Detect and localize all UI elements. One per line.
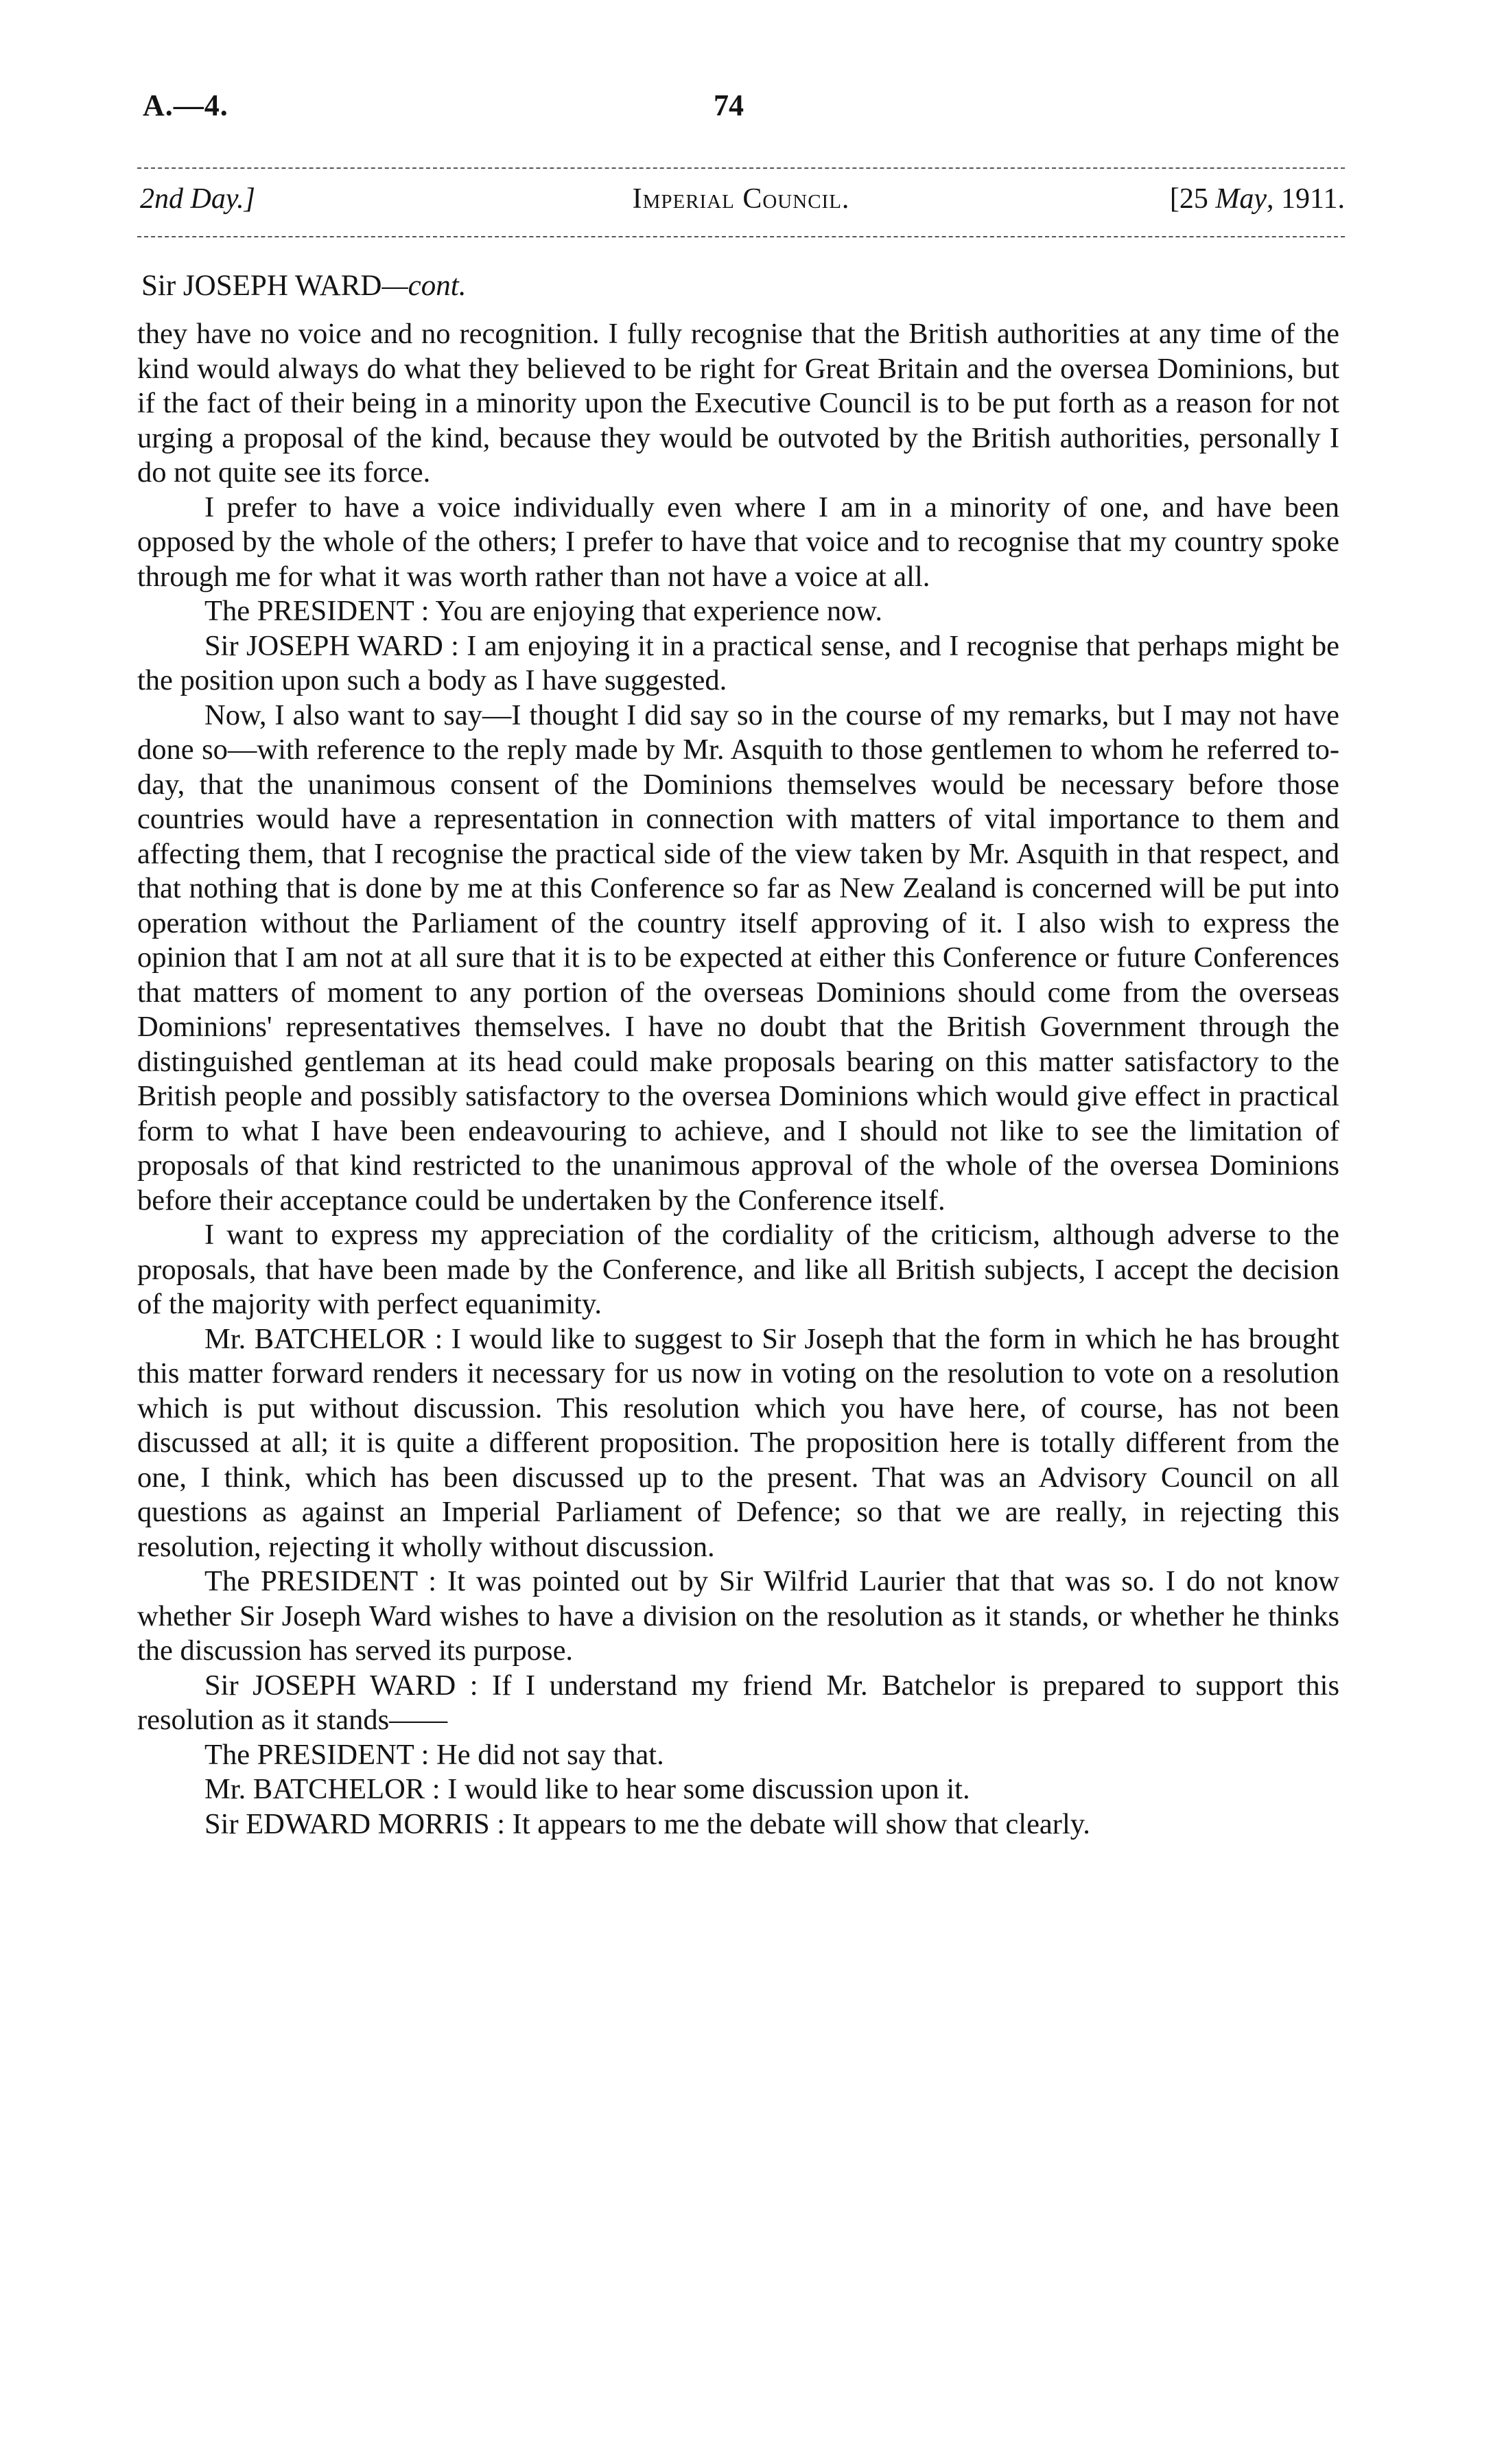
speaker-heading-name: Sir JOSEPH WARD xyxy=(141,270,382,302)
document-reference: A.—4. xyxy=(143,89,228,122)
paragraph: The PRESIDENT : You are enjoying that experience now. xyxy=(204,595,882,627)
paragraph: Sir EDWARD MORRIS : It appears to me the debate will show that clearly. xyxy=(204,1807,1090,1840)
body-text xyxy=(137,317,1339,1842)
header-rule-bottom xyxy=(137,236,1345,237)
paragraph: they have no voice and no recognition. I fully recognise that the British authorities at any time of the kind would always do what they believed to be right for Great Britain and the oversea Dominions, but if the fact of their being in a minority upon the Executive Council is to be put forth as a reason for not urging a proposal of the kind, because they would be outvoted by the British authorities, personally I do not quite see its force. xyxy=(137,318,1339,489)
paragraph: Sir JOSEPH WARD : If I understand my friend Mr. Batchelor is prepared to support this resolution as it stands—— xyxy=(137,1669,1339,1736)
page-number: 74 xyxy=(714,89,744,122)
paragraph: The PRESIDENT : He did not say that. xyxy=(204,1738,664,1771)
paragraph: I prefer to have a voice individually even where I am in a minority of one, and have been opposed by the whole of the others; I prefer to have that voice and to recognise that my country spoke through me for what it was worth rather than not have a voice at all. xyxy=(137,491,1339,593)
paragraph: Mr. BATCHELOR : I would like to hear some discussion upon it. xyxy=(204,1773,970,1805)
paragraph: Sir JOSEPH WARD : I am enjoying it in a practical sense, and I recognise that perhaps might be the position upon such a body as I have suggested. xyxy=(137,629,1339,696)
speaker-heading-cont: —cont. xyxy=(381,270,467,302)
paragraph: Mr. BATCHELOR : I would like to suggest to Sir Joseph that the form in which he has brought this matter forward renders it necessary for us now in voting on the resolution to vote on a resolution which is put without discussion. This resolution which you have here, of course, has not been discussed at all; it is quite a different proposition. The proposition here is totally different from the one, I think, which has been discussed up to the present. That was an Advisory Council on all questions as against an Imperial Parliament of Defence; so that we are really, in rejecting this resolution, rejecting it wholly without discussion. xyxy=(137,1322,1339,1563)
running-head-day: 2nd Day.] xyxy=(140,183,255,215)
paragraph: Now, I also want to say—I thought I did say so in the course of my remarks, but I may not have done so—with reference to the reply made by Mr. Asquith to those gentlemen to whom he referred to-day, that the unanimous consent of the Dominions themselves would be necessary before those countries would have a representation in connection with matters of vital importance to them and affecting them, that I recognise the practical side of the view taken by Mr. Asquith in that respect, and that nothing that is done by me at this Conference so far as New Zealand is concerned will be put into operation without the Parliament of the country itself approving of it. I also wish to express the opinion that I am not at all sure that it is to be expected at either this Conference or future Conferences that matters of moment to any portion of the overseas Dominions should come from the overseas Dominions' representatives themselves. I have no doubt that the British Government through the distinguished gentleman at its head could make proposals bearing on this matter satisfactory to the British people and possibly satisfactory to the oversea Dominions which would give effect in practical form to what I have been endeavouring to achieve, and I should not like to see the limitation of proposals of that kind restricted to the unanimous approval of the whole of the oversea Dominions before their acceptance could be undertaken by the Conference itself. xyxy=(137,699,1339,1217)
header-rule-top xyxy=(137,167,1345,169)
running-head-title: Imperial Council. xyxy=(632,183,850,215)
date-suffix: , 1911. xyxy=(1267,183,1345,215)
speaker-heading xyxy=(141,269,466,303)
running-head-date xyxy=(1170,183,1345,215)
running-head xyxy=(137,183,1345,224)
paragraph: I want to express my appreciation of the cordiality of the criticism, although adverse to the proposals, that have been made by the Conference, and like all British subjects, I accept the decision of the majority with perfect equanimity. xyxy=(137,1219,1339,1320)
paragraph: The PRESIDENT : It was pointed out by Sir Wilfrid Laurier that that was so. I do not know whether Sir Joseph Ward wishes to have a division on the resolution as it stands, or whether he thinks the discussion has served its purpose. xyxy=(137,1565,1339,1667)
date-prefix: [25 xyxy=(1169,183,1216,215)
date-month: May xyxy=(1215,183,1267,215)
